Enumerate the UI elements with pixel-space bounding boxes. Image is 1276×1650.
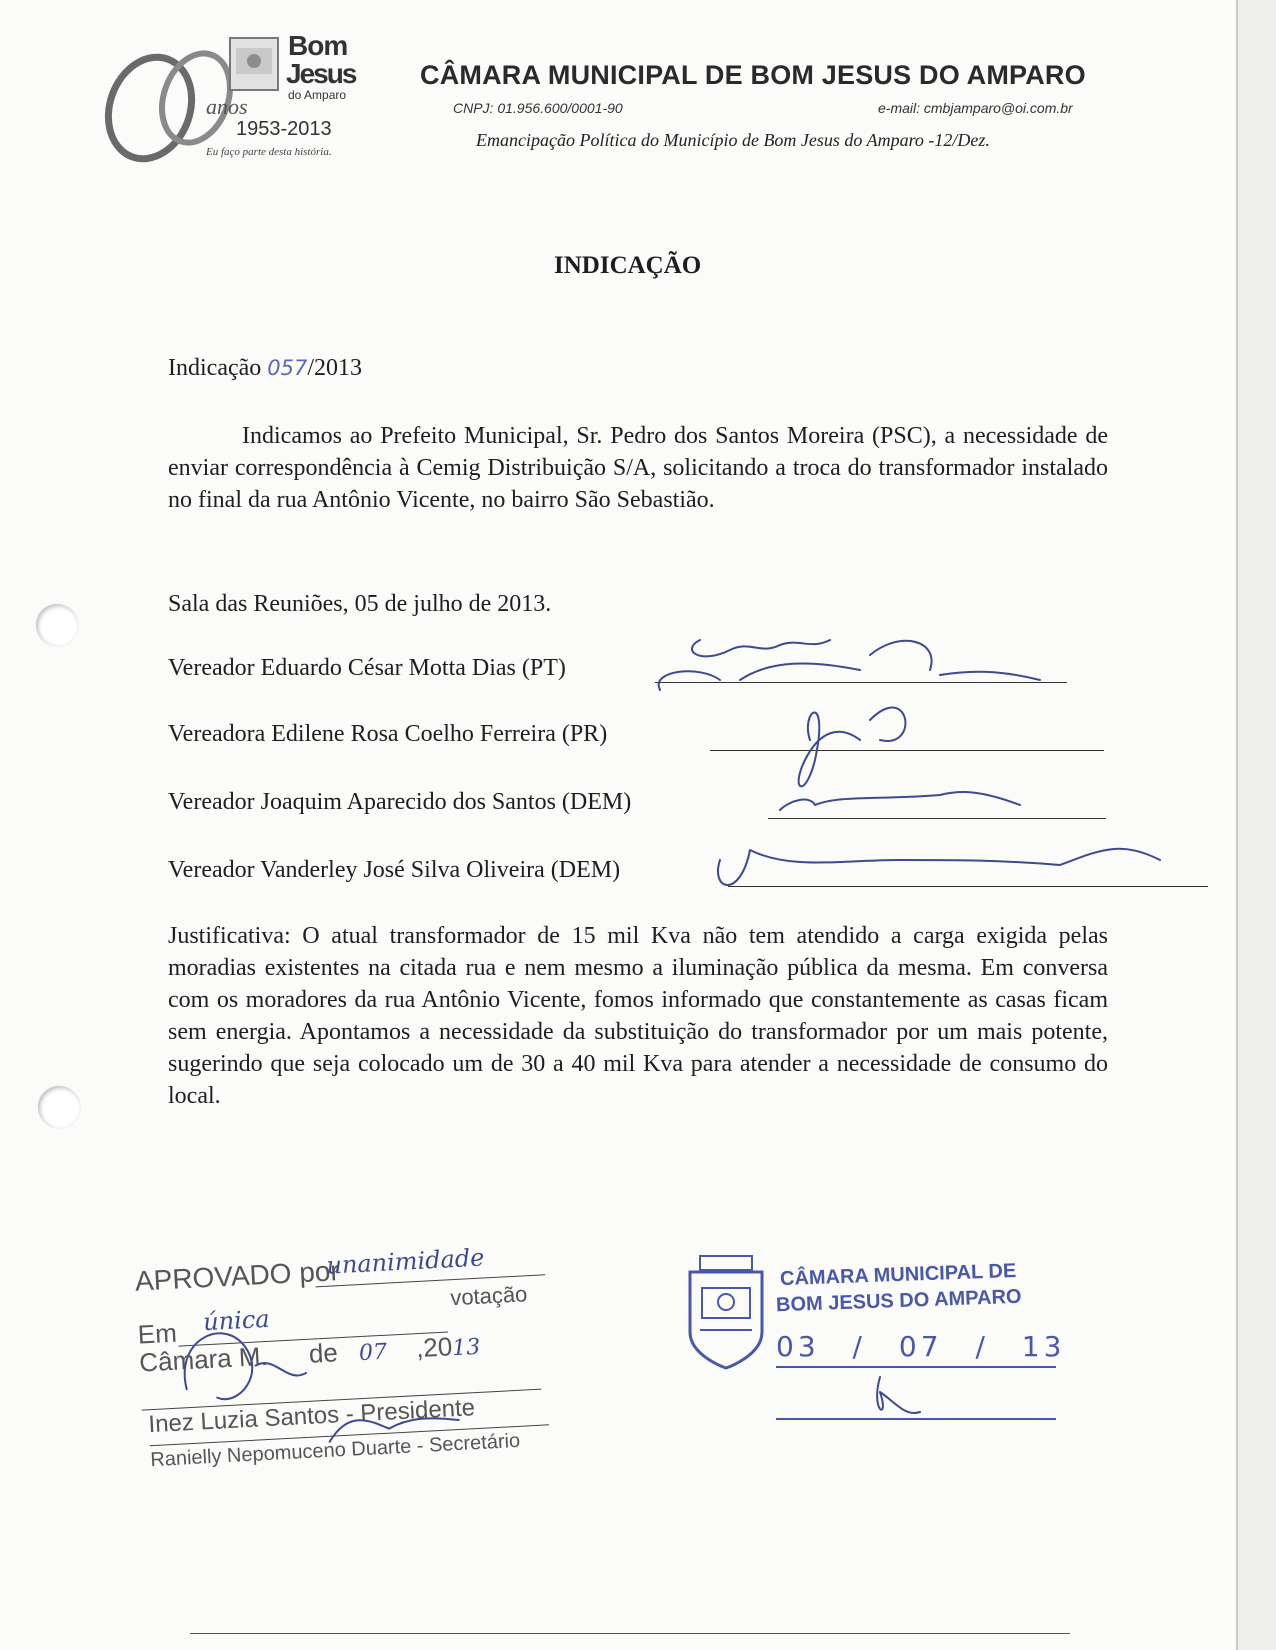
coat-of-arms-icon — [680, 1252, 772, 1372]
camara-text: Câmara M. — [138, 1340, 269, 1378]
receipt-month: 07 — [898, 1330, 943, 1363]
receipt-line-2: BOM JESUS DO AMPARO — [775, 1285, 1022, 1317]
indicacao-number-line — [168, 352, 362, 384]
document-title: INDICAÇÃO — [554, 252, 702, 279]
emancipation-line: Emancipação Política do Município de Bom Jesus do Amparo -12/Dez. — [476, 130, 990, 150]
de-text: de — [308, 1337, 339, 1369]
votacao-label: votação — [449, 1281, 528, 1311]
receipt-year: 13 — [1021, 1330, 1066, 1363]
aprovado-handwritten: unanimidade — [325, 1243, 486, 1280]
page-edge — [1236, 0, 1276, 1650]
receipt-line-1: CÂMARA MUNICIPAL DE — [779, 1259, 1017, 1291]
municipal-logo — [88, 28, 368, 168]
logo-60 — [88, 38, 89, 39]
receipt-date — [776, 1330, 1065, 1363]
signatory-2: Vereadora Edilene Rosa Coelho Ferreira (PR) — [168, 721, 608, 747]
approval-signatures — [162, 1284, 490, 1471]
signatory-3: Vereador Joaquim Aparecido dos Santos (DEM) — [168, 789, 632, 815]
logo-bom: Bom — [288, 30, 348, 61]
logo-anos: anos — [206, 94, 248, 119]
indicacao-number: 057 — [267, 356, 308, 380]
signatory-4: Vereador Vanderley José Silva Oliveira (DEM) — [168, 857, 621, 883]
approval-stamp — [130, 1239, 571, 1491]
receipt-sep-1: / — [852, 1330, 866, 1363]
receipt-sign-line — [776, 1418, 1056, 1420]
aprovado-label: APROVADO por — [134, 1255, 341, 1297]
handwritten-signatures — [640, 610, 1220, 910]
em-label: Em — [137, 1317, 178, 1350]
receipt-initials — [850, 1372, 930, 1432]
receipt-date-line — [776, 1366, 1056, 1368]
receipt-sep-2: / — [975, 1330, 989, 1363]
month-handwritten: 07 — [358, 1339, 388, 1367]
receipt-day: 03 — [776, 1330, 820, 1363]
indicacao-suffix: /2013 — [307, 355, 363, 381]
em-handwritten: única — [202, 1304, 271, 1337]
sala-date: Sala das Reuniões, 05 de julho de 2013. — [168, 591, 552, 617]
chamber-title: CÂMARA MUNICIPAL DE BOM JESUS DO AMPARO — [420, 60, 1086, 90]
year-prefix: ,20 — [415, 1331, 453, 1364]
year-handwritten: 13 — [451, 1334, 481, 1362]
receipt-stamp — [680, 1240, 1080, 1520]
cnpj: CNPJ: 01.956.600/0001-90 — [453, 100, 623, 116]
president-label: Inez Luzia Santos - Presidente — [147, 1394, 476, 1439]
binder-hole-1 — [36, 604, 78, 646]
binder-hole-2 — [38, 1086, 80, 1128]
justification: Justificativa: O atual transformador de 15 mil Kva não tem atendido a carga exigida pelas moradias existentes na citada rua e nem mesmo a iluminação pública da mesma. Em conversa com os moradores da rua Antônio Vicente, fomos informado que constantemente as casas ficam sem energia. Apontamos a necessidade da substituição do transformador por um mais potente, sugerindo que seja colocado um de 30 a 40 mil Kva para atender a necessidade de consumo do local. — [168, 923, 1108, 1109]
email: e-mail: cmbjamparo@oi.com.br — [878, 100, 1073, 116]
logo-slogan: Eu faço parte desta história. — [206, 146, 332, 158]
logo-years: 1953-2013 — [236, 118, 332, 140]
footer-rule — [190, 1633, 1070, 1634]
signatory-1: Vereador Eduardo César Motta Dias (PT) — [168, 655, 566, 681]
secretary-label: Ranielly Nepomuceno Duarte - Secretário — [149, 1429, 521, 1472]
logo-amparo: do Amparo — [288, 88, 347, 102]
indicacao-prefix: Indicação — [168, 355, 262, 381]
indication-body: Indicamos ao Prefeito Municipal, Sr. Pedro dos Santos Moreira (PSC), a necessidade de enviar correspondência à Cemig Distribuição S/A, solicitando a troca do transformador instalado no final da rua Antônio Vicente, no bairro São Sebastião. — [168, 423, 1108, 513]
logo-jesus: Jesus — [286, 58, 356, 89]
